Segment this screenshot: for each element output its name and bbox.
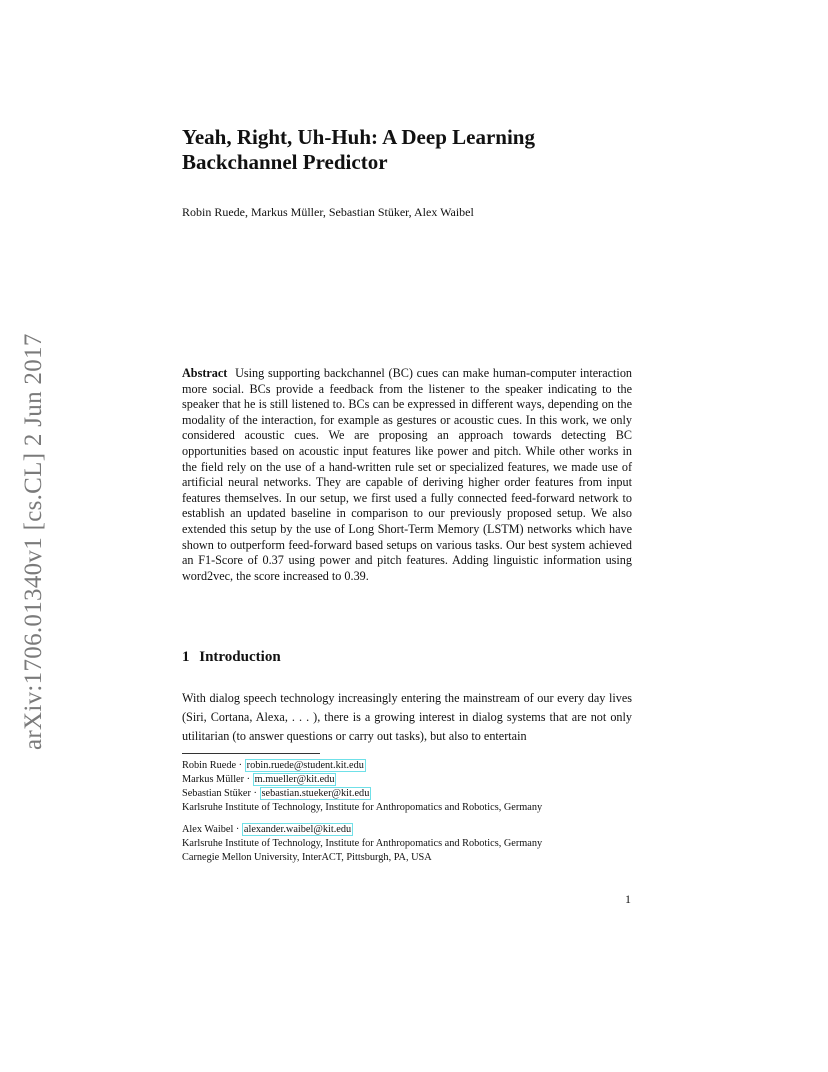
email-link[interactable]: robin.ruede@student.kit.edu xyxy=(246,760,364,771)
abstract-label: Abstract xyxy=(182,366,228,380)
abstract-text: Using supporting backchannel (BC) cues can make human-computer interaction more social. BCs provide a feedback from the listener to the speaker indicating to the speaker that he is still listened to. BCs can be expressed in different ways, depending on the modality of the interaction, for example as gestures or acoustic cues. In this work, we only considered acoustic cues. We are proposing an approach towards detecting BC opportunities based on acoustic input features like power and pitch. While other works in the field rely on the use of a hand-written rule set or specialized features, we made use of artificial neural networks. They are capable of deriving higher order features from input features themselves. In our setup, we first used a fully connected feed-forward network to establish an updated baseline in comparison to our previously proposed setup. We also extended this setup by the use of Long Short-Term Memory (LSTM) networks which have shown to outperform feed-forward based setups on various tasks. Our best system achieved an F1-Score of 0.37 using power and pitch features. Adding linguistic information using word2vec, the score increased to 0.39. xyxy=(182,366,633,583)
footnote-author-name: Sebastian Stüker · xyxy=(182,788,260,799)
abstract xyxy=(182,366,632,584)
footnote-author-line xyxy=(182,773,632,787)
footnote-author-name: Robin Ruede · xyxy=(182,760,245,771)
author-list: Robin Ruede, Markus Müller, Sebastian Stüker, Alex Waibel xyxy=(182,205,474,219)
introduction-paragraph: With dialog speech technology increasingly entering the mainstream of our every day lives (Siri, Cortana, Alexa, . . . ), there is a growing interest in dialog systems that are not only utilitarian (to answer questions or carry out tasks), but also to entertain xyxy=(182,691,632,743)
footnote-author-line xyxy=(182,787,632,801)
footnote-author-line xyxy=(182,759,632,773)
email-link[interactable]: m.mueller@kit.edu xyxy=(254,774,335,785)
page-number: 1 xyxy=(625,892,631,906)
footnote-author-name: Alex Waibel · xyxy=(182,824,242,835)
footnote-divider xyxy=(182,753,320,754)
email-link[interactable]: sebastian.stueker@kit.edu xyxy=(261,788,370,799)
footnote-author-line xyxy=(182,823,632,837)
author-footnotes xyxy=(182,759,632,865)
footnote-author-name: Markus Müller · xyxy=(182,774,253,785)
footnote-affiliation: Karlsruhe Institute of Technology, Institute for Anthropomatics and Robotics, Germany xyxy=(182,838,543,849)
section-heading-introduction xyxy=(182,649,281,666)
arxiv-identifier-stamp: arXiv:1706.01340v1 [cs.CL] 2 Jun 2017 xyxy=(20,333,47,750)
email-link[interactable]: alexander.waibel@kit.edu xyxy=(243,824,352,835)
footnote-spacer xyxy=(182,815,632,823)
section-number: 1 xyxy=(182,649,190,665)
footnote-affiliation: Karlsruhe Institute of Technology, Institute for Anthropomatics and Robotics, Germany xyxy=(182,802,543,813)
footnote-affiliation: Carnegie Mellon University, InterACT, Pittsburgh, PA, USA xyxy=(182,852,432,863)
paper-title: Yeah, Right, Uh-Huh: A Deep Learning Backchannel Predictor xyxy=(182,125,535,174)
section-title: Introduction xyxy=(199,649,281,665)
